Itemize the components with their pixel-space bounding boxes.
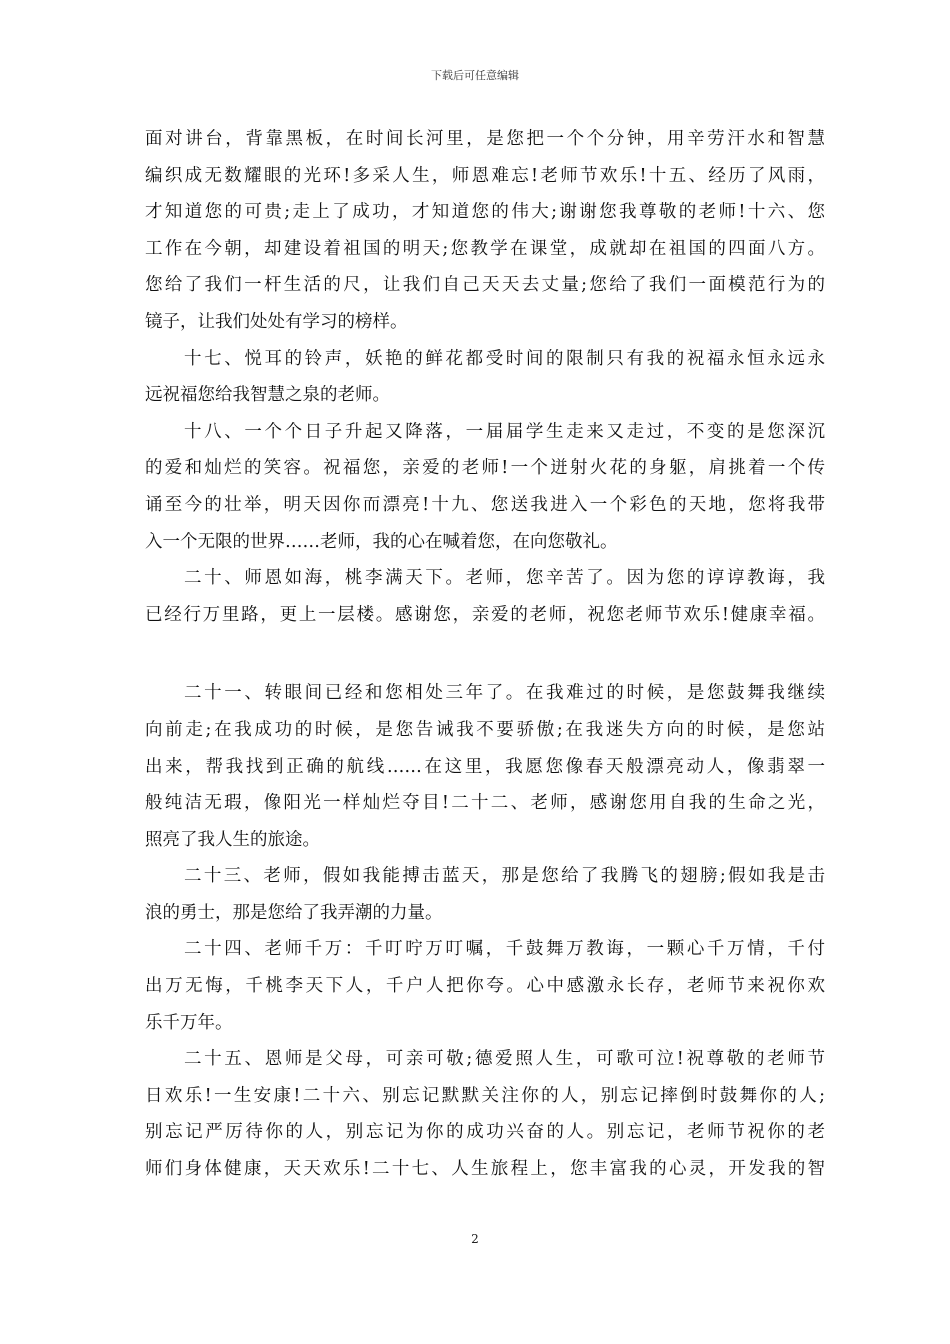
text-line: 面对讲台，背靠黑板，在时间长河里，是您把一个个分钟，用辛劳汗水和智慧 bbox=[145, 129, 825, 149]
text-line: 照亮了我人生的旅途。 bbox=[145, 829, 320, 850]
text-line: 您给了我们一杆生活的尺，让我们自己天天去丈量;您给了我们一面模范行为的 bbox=[145, 275, 825, 296]
text-line: 乐千万年。 bbox=[145, 1012, 233, 1033]
text-line: 远祝福您给我智慧之泉的老师。 bbox=[145, 385, 390, 406]
paragraph-gap bbox=[145, 633, 825, 675]
text-line: 诵至今的壮举，明天因你而漂亮!十九、您送我进入一个彩色的天地，您将我带 bbox=[145, 494, 825, 515]
page-number: 2 bbox=[471, 1232, 479, 1246]
text-line: 工作在今朝，却建设着祖国的明天;您教学在课堂，成就却在祖国的四面八方。 bbox=[145, 238, 825, 259]
text-line: 才知道您的可贵;走上了成功，才知道您的伟大;谢谢您我尊敬的老师!十六、您 bbox=[145, 202, 825, 223]
document-body bbox=[145, 121, 825, 1188]
text-line: 二十三、老师，假如我能搏击蓝天，那是您给了我腾飞的翅膀;假如我是击 bbox=[184, 866, 825, 887]
text-line: 别忘记严厉待你的人，别忘记为你的成功兴奋的人。别忘记，老师节祝你的老 bbox=[145, 1122, 825, 1143]
text-line: 出来，帮我找到正确的航线……在这里，我愿您像春天般漂亮动人，像翡翠一 bbox=[145, 756, 825, 777]
text-line: 的爱和灿烂的笑容。祝福您，亲爱的老师!一个迸射火花的身躯，肩挑着一个传 bbox=[145, 458, 825, 479]
text-line: 已经行万里路，更上一层楼。感谢您，亲爱的老师，祝您老师节欢乐!健康幸福。 bbox=[145, 604, 825, 625]
text-line: 镜子，让我们处处有学习的榜样。 bbox=[145, 311, 408, 332]
text-line: 十七、悦耳的铃声，妖艳的鲜花都受时间的限制只有我的祝福永恒永远永 bbox=[184, 348, 825, 369]
text-line: 浪的勇士，那是您给了我弄潮的力量。 bbox=[145, 902, 443, 923]
text-line: 二十、师恩如海，桃李满天下。老师，您辛苦了。因为您的谆谆教诲，我 bbox=[184, 568, 825, 589]
text-line: 出万无悔，千桃李天下人，千户人把你夸。心中感激永长存，老师节来祝你欢 bbox=[145, 976, 825, 997]
text-line: 二十一、转眼间已经和您相处三年了。在我难过的时候，是您鼓舞我继续 bbox=[184, 683, 825, 704]
text-line: 师们身体健康，天天欢乐!二十七、人生旅程上，您丰富我的心灵，开发我的智 bbox=[145, 1159, 825, 1180]
text-line: 十八、一个个日子升起又降落，一届届学生走来又走过，不变的是您深沉 bbox=[184, 421, 825, 442]
text-line: 二十五、恩师是父母，可亲可敬;德爱照人生，可歌可泣!祝尊敬的老师节 bbox=[184, 1049, 825, 1070]
text-line: 二十四、老师千万：千叮咛万叮嘱，千鼓舞万教诲，一颗心千万情，千付 bbox=[184, 939, 825, 960]
text-line: 般纯洁无瑕，像阳光一样灿烂夺目!二十二、老师，感谢您用自我的生命之光， bbox=[145, 793, 825, 814]
text-line: 编织成无数耀眼的光环!多采人生，师恩难忘!老师节欢乐!十五、经历了风雨， bbox=[145, 165, 825, 186]
text-line: 日欢乐!一生安康!二十六、别忘记默默关注你的人，别忘记摔倒时鼓舞你的人; bbox=[145, 1085, 825, 1106]
text-line: 向前走;在我成功的时候，是您告诫我不要骄傲;在我迷失方向的时候，是您站 bbox=[145, 719, 825, 740]
text-line: 入一个无限的世界……老师，我的心在喊着您，在向您敬礼。 bbox=[145, 531, 618, 552]
page-header: 下载后可任意编辑 bbox=[431, 69, 519, 82]
